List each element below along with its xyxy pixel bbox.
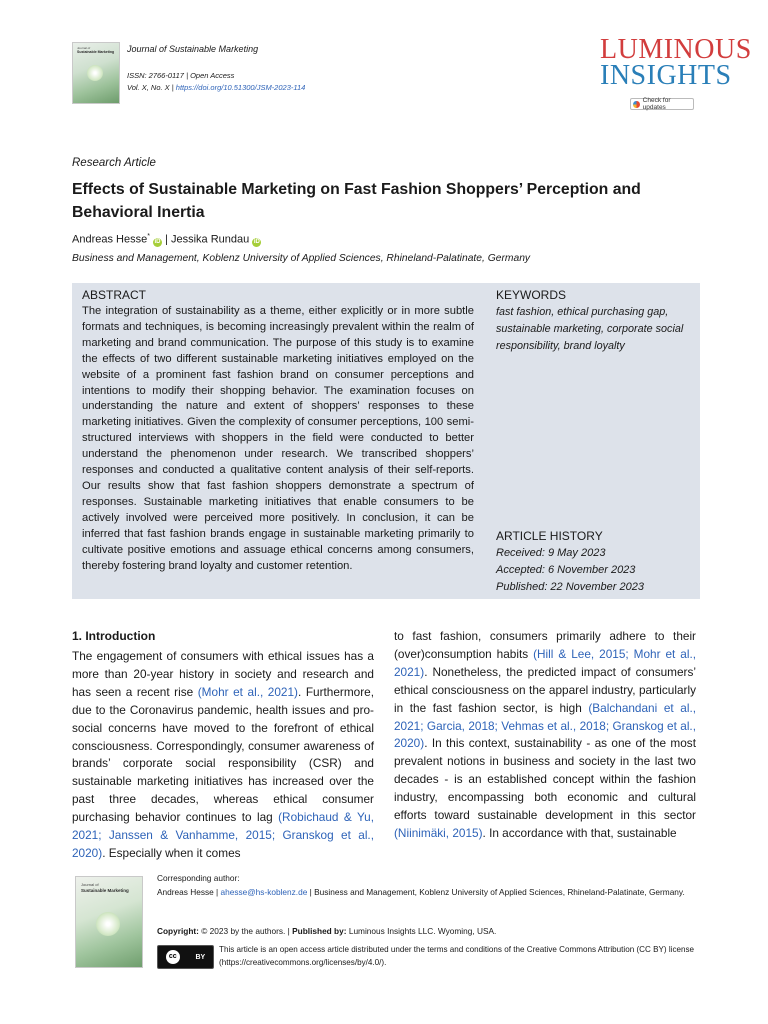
cc-badge-left: cc [166, 950, 180, 964]
body-text: . Furthermore, due to the Coronavirus pandemic, health issues and pro-social concerns have moved to the forefront of ethical consciousness. Correspondingly, consumer awareness of brands’ corporate social responsibility (CSR) and sustainable marketing initiatives has increased over the past three decades, whereas ethical consumer purchasing behavior continues to lag [72, 684, 374, 825]
section-heading: 1. Introduction [72, 629, 156, 643]
doi-link[interactable]: https://doi.org/10.51300/JSM-2023-114 [175, 83, 306, 92]
corresponding-name: Andreas Hesse | [157, 887, 219, 897]
lightbulb-icon [87, 65, 103, 81]
abstract-heading: ABSTRACT [82, 288, 147, 302]
corresponding-marker: * [147, 233, 150, 240]
corresponding-author-details [157, 886, 697, 899]
cover-journal-title: Sustainable Marketing [81, 888, 129, 893]
check-updates-label: Check for updates [642, 97, 671, 111]
cc-badge-right: BY [195, 953, 206, 961]
cc-by-license-icon[interactable] [157, 945, 214, 969]
cover-journal-title: Sustainable Marketing [77, 50, 115, 54]
email-link[interactable]: ahesse@hs-koblenz.de [220, 887, 308, 897]
published-by-label: Published by: [292, 926, 347, 936]
article-history-heading: ARTICLE HISTORY [496, 529, 603, 543]
body-text: to fast fashion, consumers primarily adhere to their (over)consumption habits [394, 629, 696, 661]
author-line [72, 233, 261, 247]
article-title: Effects of Sustainable Marketing on Fast Fashion Shoppers’ Perception and Behavioral Inertia [72, 181, 641, 221]
orcid-icon[interactable]: iD [253, 238, 260, 245]
accepted-date: Accepted: 6 November 2023 [496, 564, 636, 576]
footer-journal-cover [75, 876, 143, 968]
body-column-left [72, 648, 374, 863]
author-name[interactable]: Andreas Hesse [72, 233, 148, 246]
abstract-text: The integration of sustainability as a theme, either explicitly or in more subtle formats and techniques, is becoming increasingly prevalent within the realm of marketing and brand communication. The purpose of this study is to examine the effects of two different sustainable marketing initiatives employed on the website of a prominent fast fashion brand on consumer perceptions and intentions to modify their shopping behavior. The examination focuses on understanding the nature and extent of shoppers’ responses to these marketing initiatives. Given the complexity of consumer perceptions, 100 semi-structured interviews with shoppers in the field were conducted to better understand the phenomenon under research. We transcribed shoppers’ responses and conducted a qualitative content analysis of their self-reports. Our results show that fast fashion shoppers demonstrate a spectrum of responses. Sustainable marketing initiatives that enable consumers to be actively involved were perceived more positively. In conclusion, it can be inferred that fast fashion brands engage in sustainable marketing primarily to cultivate positive emotions and assuage ethical concerns among consumers, thereby fostering brand loyalty and customer retention. [82, 305, 474, 572]
author-separator: | [165, 233, 168, 246]
copyright-label: Copyright: [157, 926, 199, 936]
copyright-line [157, 926, 496, 936]
citation-link[interactable]: (Balchandani et al., 2021; Garcia, 2018; Vehmas et al., 2018; Granskog et al., 2020) [394, 700, 697, 751]
lightbulb-icon [96, 912, 120, 936]
check-for-updates-badge[interactable] [630, 98, 694, 110]
journal-cover-thumbnail [72, 42, 120, 104]
article-history [496, 545, 644, 596]
citation-link[interactable]: (Niinimäki, 2015) [394, 825, 483, 840]
cover-journal-label: Journal of [81, 882, 99, 887]
published-by-text: Luminous Insights LLC. Wyoming, USA. [348, 926, 497, 936]
article-type: Research Article [72, 157, 156, 169]
copyright-text: © 2023 by the authors. | [201, 926, 290, 936]
volume-prefix: Vol. X, No. X | [127, 83, 174, 92]
citation-link[interactable]: (Mohr et al., 2021) [197, 684, 298, 699]
corresponding-author-label: Corresponding author: [157, 873, 240, 883]
body-column-right [394, 628, 696, 843]
journal-name: Journal of Sustainable Marketing [127, 44, 259, 54]
affiliation: Business and Management, Koblenz University of Applied Sciences, Rhineland-Palatinate, Germany [72, 253, 531, 264]
orcid-icon[interactable]: iD [154, 238, 161, 245]
published-date: Published: 22 November 2023 [496, 581, 644, 593]
publisher-logo-luminous: LUMINOUS [600, 34, 752, 65]
cover-journal-label: Journal of [77, 46, 91, 50]
keywords-text: fast fashion, ethical purchasing gap, sustainable marketing, corporate social responsibility, brand loyalty [496, 306, 684, 352]
check-updates-icon [633, 101, 640, 108]
issn-line: ISSN: 2766-0117 | Open Access [127, 71, 235, 80]
received-date: Received: 9 May 2023 [496, 547, 606, 559]
citation-link[interactable]: (Robichaud & Yu, 2021; Janssen & Vanhamme, 2015; Granskog et al., 2020) [72, 810, 374, 860]
body-text: The engagement of consumers with ethical issues has a more than 20-year history in society and research and has seen a recent rise [72, 649, 374, 699]
body-text: . In accordance with that, sustainable [482, 825, 677, 840]
corresponding-affiliation: | Business and Management, Koblenz University of Applied Sciences, Rhineland-Palatinate, Germany. [309, 887, 685, 897]
citation-link[interactable]: (Hill & Lee, 2015; Mohr et al., 2021) [394, 646, 697, 679]
body-text: . Especially when it comes [102, 845, 241, 860]
author-name[interactable]: Jessika Rundau [171, 233, 250, 246]
body-text: . In this context, sustainability - as one of the most prevalent notions in business and society in the last two decades - is an established concept within the fashion industry, encompassing both economic and cultural efforts toward sustainable development in this sector [394, 736, 696, 823]
body-text: . Nonetheless, the predicted impact of consumers’ ethical consciousness on the apparel industry, particularly in the fast fashion sector, is high [394, 664, 696, 715]
license-text: This article is an open access article distributed under the terms and conditions of the Creative Commons Attribution (CC BY) license (https://creativecommons.org/licenses/by/4.0/). [219, 945, 695, 967]
publisher-logo-insights: INSIGHTS [600, 60, 732, 91]
volume-line [127, 83, 305, 92]
keywords-heading: KEYWORDS [496, 288, 567, 302]
